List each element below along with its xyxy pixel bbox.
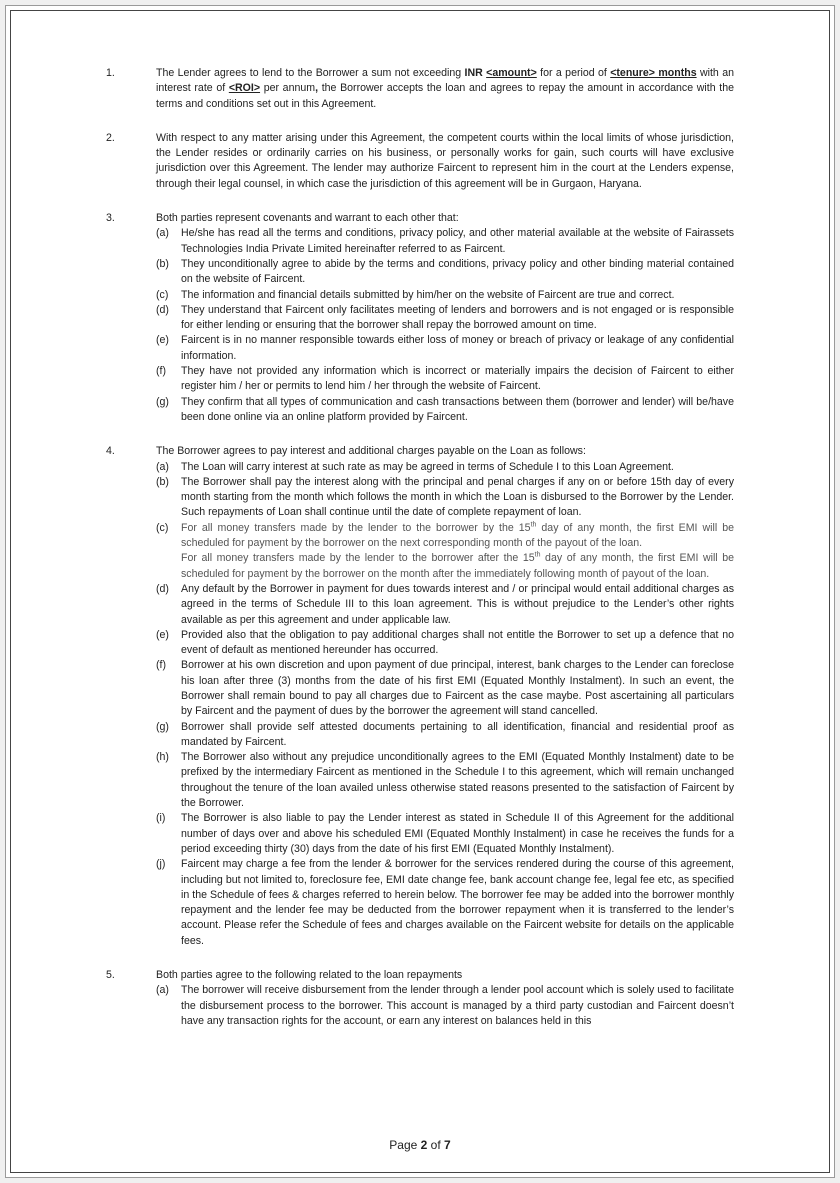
- clause-intro: Both parties represent covenants and warrant to each other that:: [156, 212, 459, 225]
- sub-item-label: (a): [156, 460, 169, 473]
- sub-item-label: (e): [156, 334, 169, 347]
- sub-item-text: The information and financial details submitted by him/her on the website of Faircent are true and correct.: [181, 288, 675, 301]
- sub-item-label: (f): [156, 365, 166, 378]
- clause-4: [106, 444, 734, 459]
- sub-item: [156, 460, 734, 475]
- text-span: with an interest rate of: [156, 67, 734, 95]
- sub-item-text: The Borrower shall pay the interest along with the principal and penal charges if any on or before 15th day of every month starting from the month which follows the month in which the Loan is disbursed to the Borrower by the Lender. Such repayments of Loan shall continue until the date of complete repayment of loan.: [181, 475, 734, 519]
- clause-1: [106, 66, 734, 112]
- emi-schedule-paragraph: [181, 521, 734, 552]
- sub-item: [156, 395, 734, 426]
- months-label: months: [654, 67, 697, 79]
- sub-item-text: The Loan will carry interest at such rate as may be agreed in terms of Schedule I to this Loan Agreement.: [181, 460, 674, 473]
- sub-item-label: (b): [156, 475, 169, 488]
- page-footer: [0, 1138, 840, 1152]
- emi-schedule-paragraph: [181, 551, 734, 582]
- text-span: For all money transfers made by the lender to the borrower by the 15: [181, 521, 531, 534]
- sub-item: [156, 333, 734, 364]
- text-span: ,: [315, 82, 319, 95]
- sub-item: [156, 364, 734, 395]
- clause-5: [106, 968, 734, 983]
- sub-item-text: Faircent may charge a fee from the lender & borrower for the services rendered during the course of this agreement, including but not limited to, foreclosure fee, EMI date change fee, bank account change fee, legal fee etc, as specified in the Schedule of fees & charges referred to herein below. The borrower fee may be added into the borrower monthly repayment and the lender fee may be deducted from the borrower repayment when it is transferred to the lender’s account. Please refer the Schedule of fees and charges available on the Faircent website for details on the applicable fees.: [181, 858, 734, 947]
- text-span: The Lender agrees to lend to the Borrower a sum not exceeding: [156, 67, 465, 79]
- text-span: for a period of: [536, 67, 611, 79]
- sub-item-text: They understand that Faircent only facilitates meeting of lenders and borrowers and is not engaged or is responsible for either lending or ensuring that the borrower shall repay the borrowed amount on time.: [181, 303, 734, 332]
- amount-placeholder: <amount>: [486, 67, 537, 79]
- clause-number: 1.: [106, 67, 115, 79]
- sub-item: [156, 257, 734, 288]
- clause-number: 3.: [106, 212, 115, 225]
- sub-item-label: (h): [156, 751, 169, 764]
- sub-item: [156, 226, 734, 257]
- sub-item-label: (c): [156, 521, 169, 534]
- sub-item-text: [181, 521, 734, 582]
- sub-item-text: The borrower will receive disbursement from the lender through a lender pool account which is solely used to facilitate the disbursement process to the borrower. This account is managed by a third party custodian and Faircent doesn’t have any transaction rights for the account, or earn any interest on balances held in this: [181, 984, 734, 1027]
- sub-item-text: Faircent is in no manner responsible towards either loss of money or breach of privacy or leakage of any confidential information.: [181, 334, 734, 362]
- sub-item-text: Provided also that the obligation to pay additional charges shall not entitle the Borrower to set up a defence that no event of default as mentioned hereunder has occurred.: [181, 628, 734, 657]
- sub-item: [156, 983, 734, 1029]
- sub-item: [156, 475, 734, 521]
- sub-item-label: (b): [156, 257, 169, 270]
- text-span: day of any month, the first EMI will be scheduled for payment by the borrower on the month after the immediately following month of payout of the loan.: [181, 552, 734, 580]
- tenure-placeholder: <tenure>: [610, 67, 655, 79]
- clause-intro: Both parties agree to the following related to the loan repayments: [156, 969, 463, 982]
- sub-item: [156, 720, 734, 751]
- clause-intro: The Borrower agrees to pay interest and additional charges payable on the Loan as follows:: [156, 445, 586, 458]
- sub-item-text: Borrower at his own discretion and upon payment of due principal, interest, bank charges to the Lender can foreclose his loan after three (3) months from the date of his first EMI (Equated Monthly Instalment). In such an event, the Borrower shall remain bound to pay all charges due to Faircent as the case maybe. Post ascertaining all particulars by Faircent and the payment of dues by the borrower the agreement will stand cancelled.: [181, 659, 734, 718]
- ordinal-suffix: th: [534, 551, 541, 559]
- sub-item-text: They have not provided any information which is incorrect or materially impairs the decision of Faircent to either register him / her or permits to lend him / her through the website of Faircent.: [181, 365, 734, 393]
- sub-item: [156, 303, 734, 334]
- text-span: For all money transfers made by the lender to the borrower after the 15: [181, 552, 535, 565]
- clause-2: [106, 131, 734, 192]
- currency-label: INR: [464, 67, 487, 79]
- clause-number: 5.: [106, 969, 115, 982]
- clause-text: With respect to any matter arising under this Agreement, the competent courts within the local limits of whose jurisdiction, the Lender resides or ordinarily carries on his business, or personally works for gain, such courts will have exclusive jurisdiction over this Agreement. The lender may authorize Faircent to represent him in the court at the Lenders expense, through their legal counsel, in which case the jurisdiction of this agreement will be in Gurgaon, Haryana.: [156, 131, 734, 190]
- sub-item-text: The Borrower is also liable to pay the Lender interest as stated in Schedule II of this Agreement for the additional number of days over and above his scheduled EMI (Equated Monthly Instalment) in case he receives the funds for a period exceeding thirty (30) days from the date of his first EMI (Equated Monthly Instalment).: [181, 812, 734, 855]
- sub-item: [156, 628, 734, 659]
- page-label: Page: [389, 1138, 421, 1152]
- sub-item: [156, 288, 734, 303]
- clause-text: [156, 66, 734, 112]
- sub-item: [156, 857, 734, 949]
- total-page-count: 7: [444, 1138, 451, 1152]
- page-of-label: of: [427, 1138, 445, 1152]
- sub-item-label: (f): [156, 659, 166, 672]
- text-span: the Borrower accepts the loan and agrees to repay the amount in accordance with the terms and conditions set out in this Agreement.: [156, 82, 734, 110]
- sub-item-label: (c): [156, 288, 169, 301]
- clause-number: 4.: [106, 445, 115, 458]
- clause-number: 2.: [106, 131, 115, 144]
- sub-item: [156, 750, 734, 811]
- text-span: day of any month, the first EMI will be scheduled for payment by the borrower on the next corresponding month of the payout of the loan.: [181, 521, 734, 550]
- sub-item-label: (a): [156, 227, 169, 240]
- sub-item-label: (d): [156, 582, 169, 595]
- sub-item-text: He/she has read all the terms and conditions, privacy policy, and other material available at the website of Fairassets Technologies India Private Limited hereinafter referred to as Faircent.: [181, 227, 734, 255]
- sub-item-text: They confirm that all types of communication and cash transactions between them (borrower and lender) will be/have been done online via an online platform provided by Faircent.: [181, 395, 734, 423]
- sub-item-text: Any default by the Borrower in payment for dues towards interest and / or principal would entail additional charges as agreed in the terms of Schedule III to this loan agreement. This is without prejudice to the Lender’s other rights available as per this agreement and under applicable law.: [181, 582, 734, 626]
- sub-item-label: (a): [156, 984, 169, 997]
- roi-placeholder: <ROI>: [228, 82, 261, 95]
- sub-item-text: They unconditionally agree to abide by the terms and conditions, privacy policy and other binding material contained on the website of Faircent.: [181, 257, 734, 286]
- sub-item-label: (d): [156, 303, 169, 316]
- clause-3: [106, 211, 734, 226]
- sub-item: [156, 811, 734, 857]
- ordinal-suffix: th: [530, 521, 537, 529]
- current-page-number: 2: [420, 1138, 428, 1152]
- text-span: per annum: [260, 82, 316, 95]
- sub-item: [156, 658, 734, 719]
- document-body: [106, 66, 734, 1029]
- sub-item-label: (j): [156, 858, 166, 871]
- sub-item: [156, 521, 734, 582]
- sub-item-label: (i): [156, 812, 166, 825]
- sub-item-text: The Borrower also without any prejudice unconditionally agrees to the EMI (Equated Monthly Instalment) date to be prefixed by the intermediary Faircent as mentioned in the Schedule I to this agreement, which will remain unchanged throughout the tenure of the loan availed unless otherwise stated reasons presented to the satisfaction of Faircent by the Borrower.: [181, 751, 734, 810]
- sub-item-label: (g): [156, 720, 169, 733]
- sub-item-label: (e): [156, 628, 169, 641]
- sub-item: [156, 582, 734, 628]
- sub-item-text: Borrower shall provide self attested documents pertaining to all identification, financial and residential proof as mandated by Faircent.: [181, 720, 734, 748]
- sub-item-label: (g): [156, 395, 169, 408]
